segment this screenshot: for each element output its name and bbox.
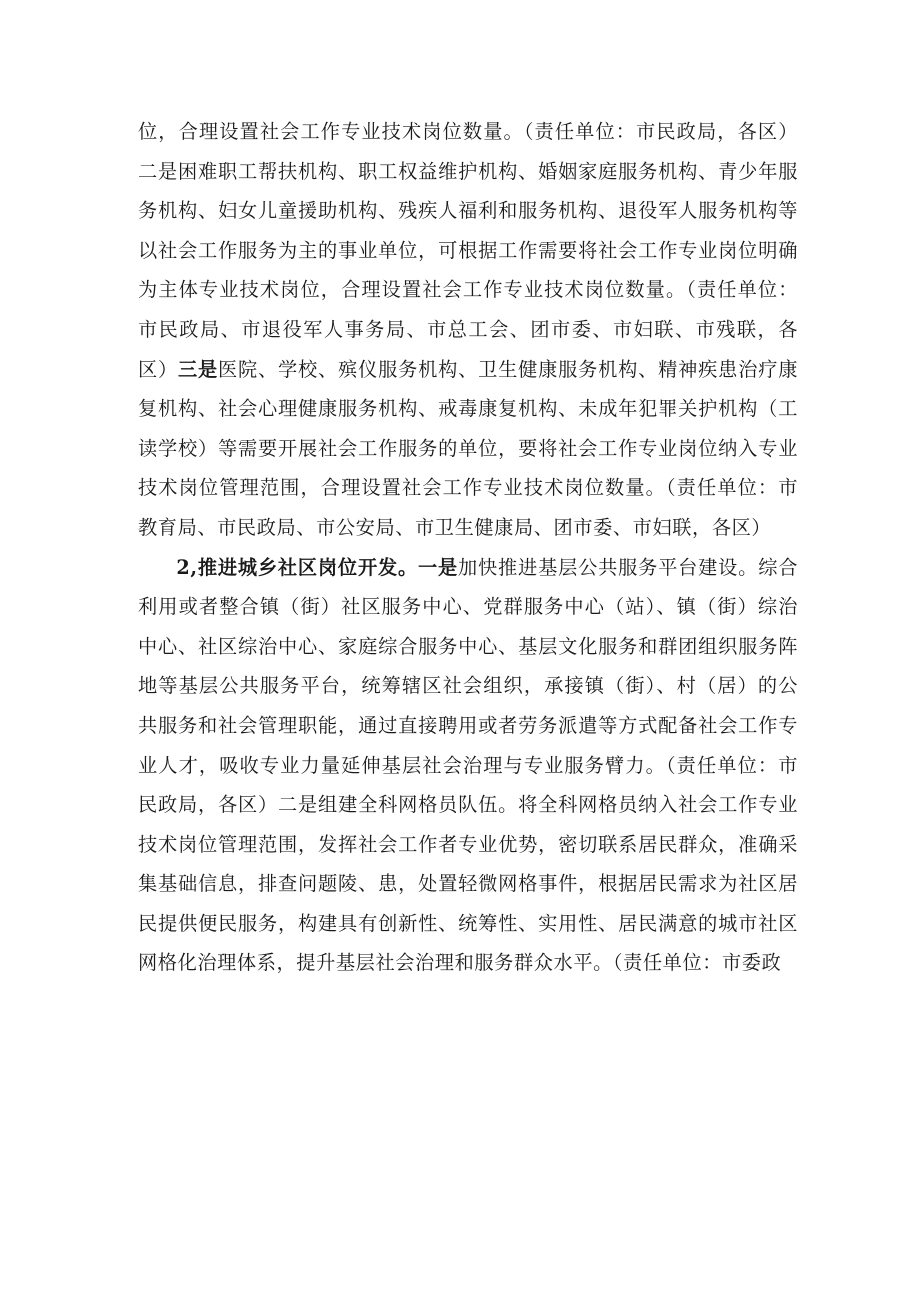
paragraph-community-posts [138, 548, 798, 984]
paragraph-continuation [138, 112, 798, 548]
item-three-lead: 三是 [178, 357, 219, 381]
item-three-text: 医院、学校、殡仪服务机构、卫生健康服务机构、精神疾患治疗康复机构、社会心理健康服务机构、戒毒康复机构、未成年犯罪关护机构（工读学校）等需要开展社会工作服务的单位，要将社会工作专业岗位纳入专业技术岗位管理范围，合理设置社会工作专业技术岗位数量。（责任单位：市教育局、市民政局、市公安局、市卫生健康局、团市委、市妇联，各区） [138, 357, 798, 539]
section-heading: 2,推进城乡社区岗位开发。 [176, 555, 418, 579]
item-one-lead: 一是 [417, 555, 459, 579]
document-page [138, 112, 798, 983]
item-one-text: 加快推进基层公共服务平台建设。综合利用或者整合镇（街）社区服务中心、党群服务中心（站）、镇（街）综治中心、社区综治中心、家庭综合服务中心、基层文化服务和群团组织服务阵地等基层公共服务平台，统筹辖区社会组织，承接镇（街）、村（居）的公共服务和社会管理职能，通过直接聘用或者劳务派遣等方式配备社会工作专业人才，吸收专业力量延伸基层社会治理与专业服务臂力。（责任单位：市民政局，各区）二是组建全科网格员队伍。将全科网格员纳入社会工作专业技术岗位管理范围，发挥社会工作者专业优势，密切联系居民群众，准确采集基础信息，排查问题陵、患，处置轻微网格事件，根据居民需求为社区居民提供便民服务，构建具有创新性、统筹性、实用性、居民满意的城市社区网格化治理体系，提升基层社会治理和服务群众水平。（责任单位：市委政 [138, 555, 798, 975]
paragraph-continuation-text: 位，合理设置社会工作专业技术岗位数量。（责任单位：市民政局，各区）二是困难职工帮扶机构、职工权益维护机构、婚姻家庭服务机构、青少年服务机构、妇女儿童援助机构、残疾人福利和服务机构、退役军人服务机构等以社会工作服务为主的事业单位，可根据工作需要将社会工作专业岗位明确为主体专业技术岗位，合理设置社会工作专业技术岗位数量。（责任单位：市民政局、市退役军人事务局、市总工会、团市委、市妇联、市残联，各区） [138, 120, 798, 381]
